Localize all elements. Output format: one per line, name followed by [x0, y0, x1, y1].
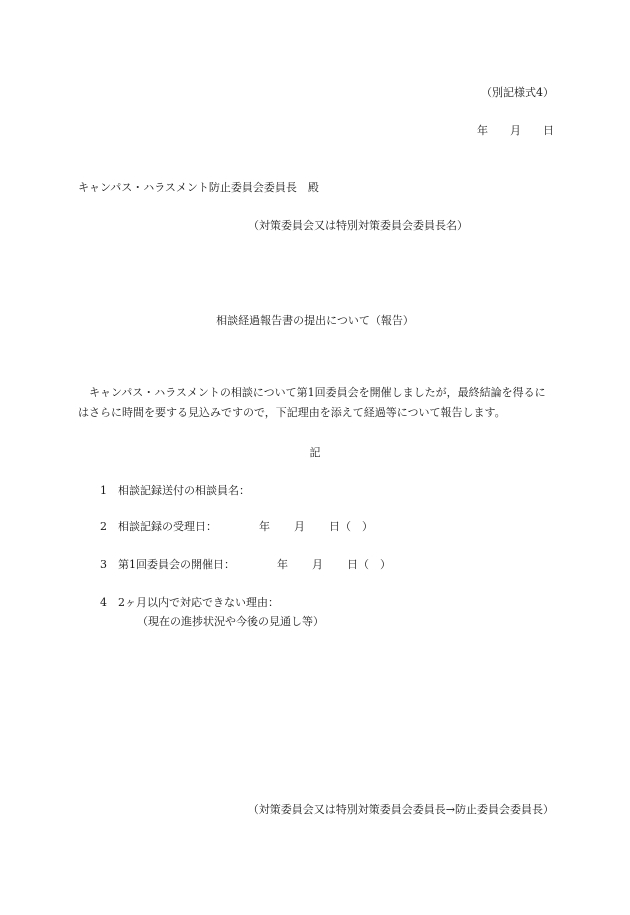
form-number: （別記様式4）	[481, 86, 554, 99]
list-item	[100, 556, 391, 572]
date-year-label: 年	[477, 124, 488, 137]
addressee: キャンパス・ハラスメント防止委員会委員長 殿	[78, 181, 319, 194]
routing-note: （対策委員会又は特別対策委員会委員長→防止委員会委員長）	[247, 803, 554, 816]
item-month-label: 月	[294, 520, 305, 533]
ki-heading: 記	[309, 446, 321, 459]
item-day-label: 日（ ）	[347, 558, 391, 571]
item-label: 第1回委員会の開催日：	[118, 558, 235, 571]
list-item	[100, 482, 250, 498]
item-month-label: 月	[312, 558, 323, 571]
item-day-label: 日（ ）	[329, 520, 373, 533]
item-number: 1	[100, 484, 107, 497]
document-title: 相談経過報告書の提出について（報告）	[216, 314, 414, 327]
item-note: （現在の進捗状況や今後の見通し等）	[137, 615, 324, 628]
item-number: 3	[100, 558, 107, 571]
list-item	[100, 594, 279, 610]
date-day-label: 日	[543, 124, 554, 137]
item-year-label: 年	[259, 520, 270, 533]
item-label: 2ヶ月以内で対応できない理由：	[118, 596, 279, 609]
body-paragraph: キャンパス・ハラスメントの相談について第1回委員会を開催しましたが，最終結論を得るにはさらに時間を要する見込みですので，下記理由を添えて経過等について報告します。	[78, 386, 546, 419]
list-item	[100, 518, 373, 534]
date-line	[477, 122, 554, 138]
item-label: 相談記録送付の相談員名：	[118, 484, 250, 497]
date-month-label: 月	[510, 124, 521, 137]
sender-name: （対策委員会又は特別対策委員会委員長名）	[248, 219, 468, 232]
item-number: 2	[100, 520, 107, 533]
item-number: 4	[100, 596, 107, 609]
item-year-label: 年	[277, 558, 288, 571]
item-label: 相談記録の受理日：	[118, 520, 217, 533]
